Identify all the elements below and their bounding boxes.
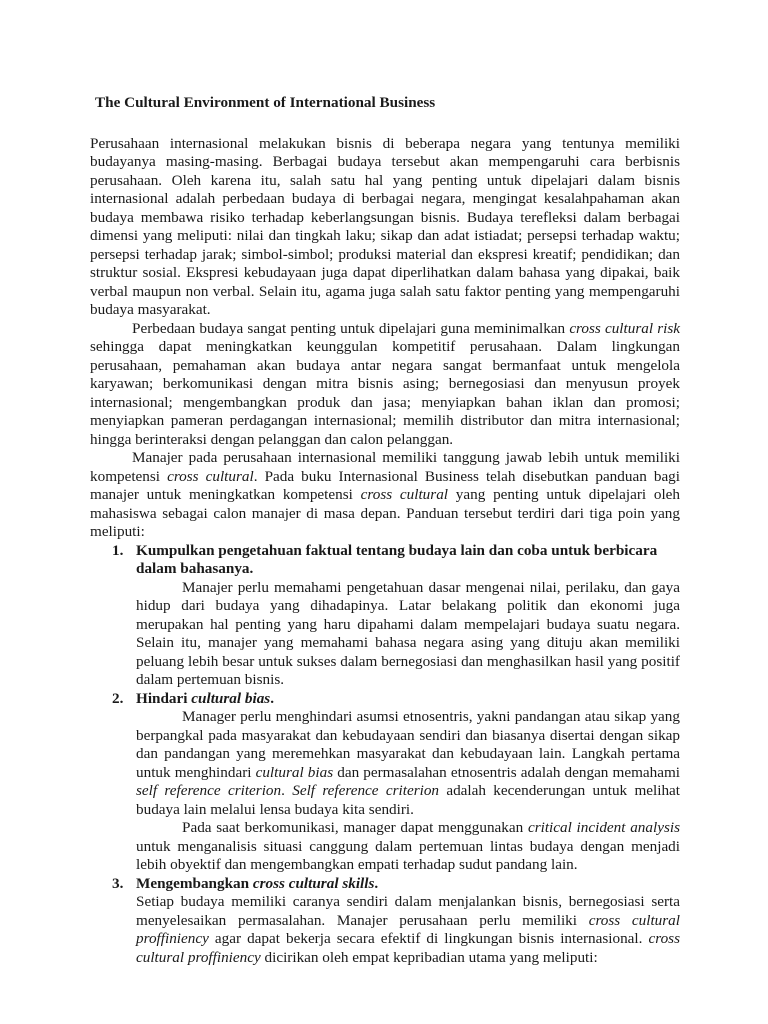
paragraph-cultural-differences: Perbedaan budaya sangat penting untuk dipelajari guna meminimalkan cross cultural risk sehingga dapat meningkatkan keunggulan kompetitif perusahaan. Dalam lingkungan perusahaan, pemahaman akan budaya antar negara sangat bermanfaat untuk mengelola karyawan; berkomunikasi dengan mitra bisnis asing; bernegosiasi dan menyusun proyek internasional; mengembangkan produk dan jasa; menyiapkan bahan iklan dan promosi; menyiapkan pameran perdagangan internasional; memilih distributor dan mitra internasional; hingga berinteraksi dengan pelanggan dan calon pelanggan. (90, 319, 681, 448)
list-number: 1. (112, 541, 124, 559)
guideline-list (90, 542, 680, 968)
paragraph-manager-competence: Manajer pada perusahaan internasional memiliki tanggung jawab lebih untuk memiliki kompetensi cross cultural. Pada buku Internasional Business telah disebutkan panduan bagi manajer untuk meningkatkan kompetensi cross cultural yang penting untuk dipelajari oleh mahasiswa sebagai calon manajer di masa depan. Panduan tersebut terdiri dari tiga poin yang meliputi: (90, 449, 681, 540)
list-item-title: Mengembangkan cross cultural skills. (136, 874, 379, 892)
list-number: 2. (112, 689, 124, 707)
list-item (90, 542, 680, 690)
paragraph-intro: Perusahaan internasional melakukan bisnis di beberapa negara yang tentunya memiliki budayanya masing-masing. Berbagai budaya tersebut akan mempengaruhi cara berbisnis perusahaan. Oleh karena itu, salah satu hal yang penting untuk dipelajari dalam bisnis internasional adalah perbedaan budaya di berbagai negara, mengingat kesalahpahaman akan budaya membawa risiko terhadap keberlangsungan bisnis. Budaya terefleksi dalam berbagai dimensi yang meliputi: nilai dan tingkah laku; sikap dan adat istiadat; persepsi terhadap waktu; persepsi terhadap jarak; simbol-simbol; produksi material dan ekspresi kreatif; pendidikan; dan struktur sosial. Ekspresi kebudayaan juga dapat diperlihatkan dalam bahasa yang dipakai, baik verbal maupun non verbal. Selain itu, agama juga salah satu faktor penting yang mempengaruhi budaya masyarakat. (90, 134, 680, 318)
list-item (90, 690, 680, 875)
list-item-body: Setiap budaya memiliki caranya sendiri dalam menjalankan bisnis, bernegosiasi serta menyelesaikan permasalahan. Manajer perusahaan perlu memiliki cross cultural proffiniency agar dapat bekerja secara efektif di lingkungan bisnis internasional. cross cultural proffiniency dicirikan oleh empat kepribadian utama yang meliputi: (136, 893, 680, 966)
document-title: The Cultural Environment of International Business (95, 94, 436, 111)
list-item-title: Kumpulkan pengetahuan faktual tentang budaya lain dan coba untuk berbicara dalam bahasanya. (136, 541, 658, 577)
list-item-body: Manajer perlu memahami pengetahuan dasar mengenai nilai, perilaku, dan gaya hidup dari budaya yang dihadapinya. Latar belakang politik dan ekonomi juga merupakan hal penting yang haru dipahami dalam mempelajari budaya suatu negara. Selain itu, manajer yang memahami bahasa negara asing yang dituju akan memiliki peluang lebih besar untuk sukses dalam bernegosiasi dan menghasilkan hasil yang positif dalam pertemuan bisnis. (136, 578, 680, 688)
list-number: 3. (112, 874, 124, 892)
list-item-body: Manager perlu menghindari asumsi etnosentris, yakni pandangan atau sikap yang berpangkal pada masyarakat dan kebudayaan sendiri dan biasanya disertai dengan sikap dan pandangan yang meremehkan masyarakat dan kebudayaan lain. Langkah pertama untuk menghindari cultural bias dan permasalahan etnosentris adalah dengan memahami self reference criterion. Self reference criterion adalah kecenderungan untuk melihat budaya lain melalui lensa budaya kita sendiri. (136, 708, 680, 818)
list-item-title: Hindari cultural bias. (136, 689, 274, 707)
list-item-body: Pada saat berkomunikasi, manager dapat menggunakan critical incident analysis untuk menganalisis situasi canggung dalam pertemuan lintas budaya dengan menjadi lebih obyektif dan mengembangkan empati terhadap sudut pandang lain. (136, 819, 680, 873)
list-item (90, 875, 680, 968)
